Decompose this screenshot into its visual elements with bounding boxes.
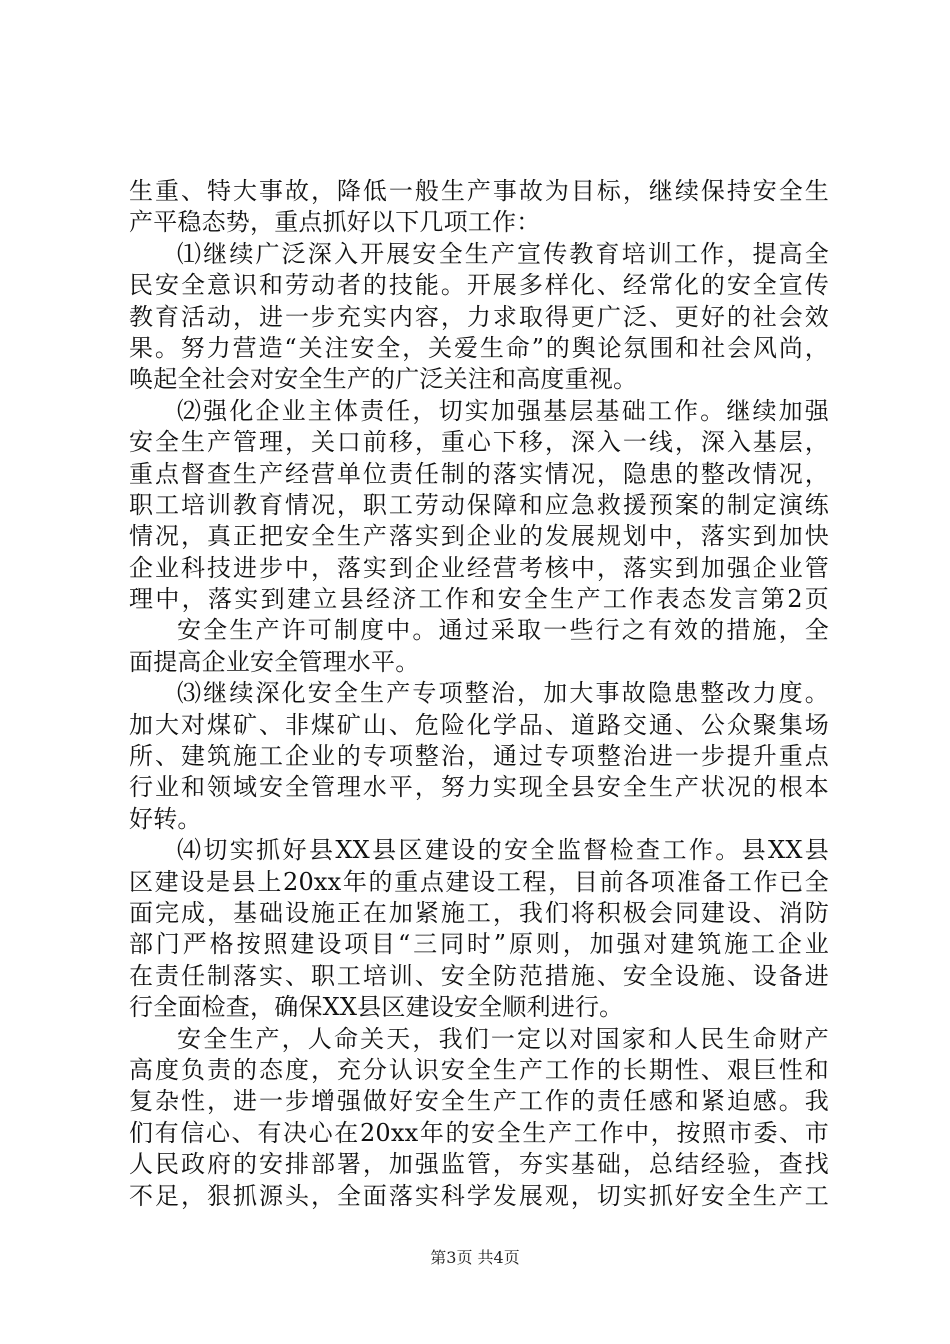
text-line: 理中，落实到建立县经济工作和安全生产工作表态发言第2页 bbox=[129, 585, 829, 614]
text-line: 产平稳态势，重点抓好以下几项工作： bbox=[129, 208, 541, 237]
text-line: 重点督查生产经营单位责任制的落实情况，隐患的整改情况， bbox=[129, 459, 829, 488]
page-footer: 第3页 共4页 bbox=[430, 1248, 520, 1267]
text-line: 高度负责的态度，充分认识安全生产工作的长期性、艰巨性和 bbox=[129, 1055, 829, 1084]
text-line: ⑵强化企业主体责任，切实加强基层基础工作。继续加强 bbox=[177, 396, 829, 425]
text-line: 行全面检查，确保XX县区建设安全顺利进行。 bbox=[129, 993, 624, 1022]
text-line: 加大对煤矿、非煤矿山、危险化学品、道路交通、公众聚集场 bbox=[129, 710, 829, 739]
text-line: 安全生产，人命关天，我们一定以对国家和人民生命财产 bbox=[177, 1024, 829, 1053]
text-line: 安全生产管理，关口前移，重心下移，深入一线，深入基层， bbox=[129, 428, 829, 457]
text-line: 好转。 bbox=[129, 804, 202, 833]
text-line: 职工培训教育情况，职工劳动保障和应急救援预案的制定演练 bbox=[129, 490, 829, 519]
text-line: 民安全意识和劳动者的技能。开展多样化、经常化的安全宣传 bbox=[129, 271, 829, 300]
text-line: 所、建筑施工企业的专项整治，通过专项整治进一步提升重点 bbox=[129, 742, 829, 771]
text-line: 企业科技进步中，落实到企业经营考核中，落实到加强企业管 bbox=[129, 553, 829, 582]
text-line: ⑴继续广泛深入开展安全生产宣传教育培训工作，提高全 bbox=[177, 239, 829, 268]
text-line: 情况，真正把安全生产落实到企业的发展规划中，落实到加快 bbox=[129, 522, 829, 551]
text-line: 复杂性，进一步增强做好安全生产工作的责任感和紧迫感。我 bbox=[129, 1087, 829, 1116]
text-line: 在责任制落实、职工培训、安全防范措施、安全设施、设备进 bbox=[129, 961, 829, 990]
text-line: ⑷切实抓好县XX县区建设的安全监督检查工作。县XX县 bbox=[177, 836, 829, 865]
text-line: 面提高企业安全管理水平。 bbox=[129, 647, 420, 676]
text-line: 面完成，基础设施正在加紧施工，我们将积极会同建设、消防 bbox=[129, 898, 829, 927]
body-text bbox=[129, 176, 829, 1212]
text-line: 们有信心、有决心在20xx年的安全生产工作中，按照市委、市 bbox=[129, 1118, 829, 1147]
text-line: 区建设是县上20xx年的重点建设工程，目前各项准备工作已全 bbox=[129, 867, 829, 896]
text-line: 唤起全社会对安全生产的广泛关注和高度重视。 bbox=[129, 365, 638, 394]
text-line: ⑶继续深化安全生产专项整治，加大事故隐患整改力度。 bbox=[177, 679, 829, 708]
text-line: 人民政府的安排部署，加强监管，夯实基础，总结经验，查找 bbox=[129, 1150, 829, 1179]
text-line: 教育活动，进一步充实内容，力求取得更广泛、更好的社会效 bbox=[129, 302, 829, 331]
text-line: 安全生产许可制度中。通过采取一些行之有效的措施，全 bbox=[177, 616, 829, 645]
text-line: 果。努力营造“关注安全，关爱生命”的舆论氛围和社会风尚， bbox=[129, 333, 829, 362]
text-line: 部门严格按照建设项目“三同时”原则，加强对建筑施工企业 bbox=[129, 930, 829, 959]
text-line: 生重、特大事故，降低一般生产事故为目标，继续保持安全生 bbox=[129, 177, 829, 205]
text-line: 不足，狠抓源头，全面落实科学发展观，切实抓好安全生产工 bbox=[129, 1181, 829, 1210]
text-line: 行业和领域安全管理水平，努力实现全县安全生产状况的根本 bbox=[129, 773, 829, 802]
